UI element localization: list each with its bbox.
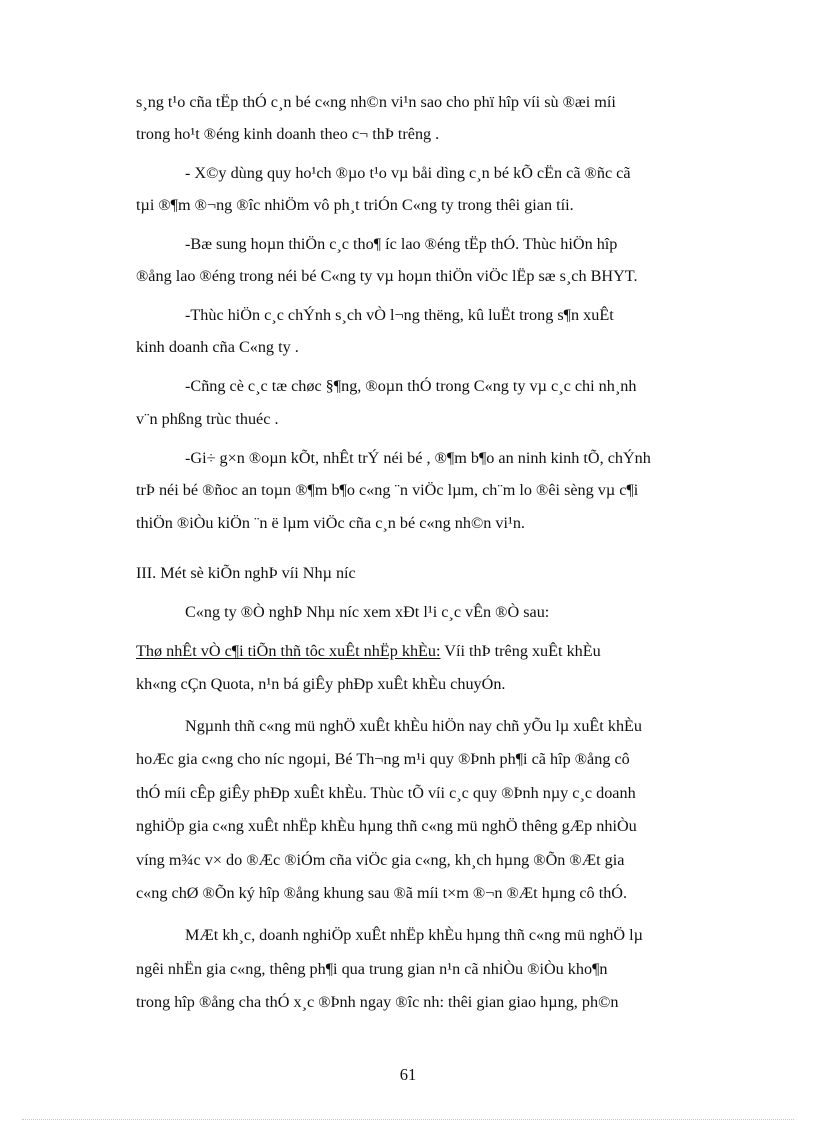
text-line: Ngµnh thñ c«ng mü nghÖ xuÊt khÈu hiÖn nay chñ yÕu lµ xuÊt khÈu: [185, 717, 643, 735]
text-line: -Bæ sung hoµn thiÖn c¸c tho¶ íc lao ®éng tËp thÓ. Thùc hiÖn hîp: [185, 235, 618, 253]
underlined-subheading: Thø nhÊt vÒ c¶i tiÕn thñ tôc xuÊt nhËp khÈu:: [136, 642, 441, 660]
text-line: kinh doanh cña C«ng ty .: [136, 338, 299, 356]
text-line: c«ng chØ ®Õn ký hîp ®ång khung sau ®ã míi t×m ®¬n ®Æt hµng cô thÓ.: [136, 884, 628, 902]
text-line: C«ng ty ®Ò nghÞ Nhµ níc xem xÐt l¹i c¸c vÊn ®Ò sau:: [185, 603, 550, 621]
text-line: - X©y dùng quy ho¹ch ®µo t¹o vµ båi dìng c¸n bé kÕ cËn cã ®ñc cã: [185, 164, 631, 182]
text-line: víng m¾c v× do ®Æc ®iÓm cña viÖc gia c«ng, kh¸ch hµng ®Õn ®Æt gia: [136, 851, 625, 869]
text-line: ngêi nhËn gia c«ng, thêng ph¶i qua trung gian n¹n cã nhiÒu ®iÒu kho¶n: [136, 960, 608, 978]
text-line: trong ho¹t ®éng kinh doanh theo c¬ thÞ trêng .: [136, 125, 440, 143]
text-line: [136, 641, 601, 661]
section-heading: III. Mét sè kiÕn nghÞ víi Nhµ níc: [136, 564, 356, 582]
text-line: trong hîp ®ång cha thÓ x¸c ®Þnh ngay ®îc nh: thêi gian giao hµng, ph©n: [136, 993, 619, 1011]
text-line: s¸ng t¹o cña tËp thÓ c¸n bé c«ng nh©n vi¹n sao cho phï hîp víi sù ®æi míi: [136, 93, 616, 111]
text-line: MÆt kh¸c, doanh nghiÖp xuÊt nhËp khÈu hµng thñ c«ng mü nghÖ lµ: [185, 926, 643, 944]
text-line: thÓ míi cÊp giÊy phÐp xuÊt khÈu. Thùc tÕ víi c¸c quy ®Þnh nµy c¸c doanh: [136, 784, 636, 802]
text-line: tµi ®¶m ®¬ng ®îc nhiÖm vô ph¸t triÓn C«ng ty trong thêi gian tíi.: [136, 196, 574, 214]
text-line: nghiÖp gia c«ng xuÊt nhËp khÈu hµng thñ c«ng mü nghÖ thêng gÆp nhiÒu: [136, 817, 637, 835]
text-line: trÞ néi bé ®ñoc an toµn ®¶m b¶o c«ng ¨n viÖc lµm, ch¨m lo ®êi sèng vµ c¶i: [136, 481, 639, 499]
text-line: ®ång lao ®éng trong néi bé C«ng ty vµ hoµn thiÖn viÖc lËp sæ s¸ch BHYT.: [136, 267, 638, 285]
text-line: hoÆc gia c«ng cho níc ngoµi, Bé Th¬ng m¹i quy ®Þnh ph¶i cã hîp ®ång cô: [136, 750, 630, 768]
text-line: kh«ng cÇn Quota, n¹n bá giÊy phÐp xuÊt khÈu chuyÓn.: [136, 675, 506, 693]
page-number: 61: [399, 1065, 417, 1084]
text-line: v¨n phßng trùc thuéc .: [136, 410, 279, 428]
text-line: -Thùc hiÖn c¸c chÝnh s¸ch vÒ l¬ng thëng, kû luËt trong s¶n xuÊt: [185, 306, 614, 324]
text-fragment: Víi thÞ trêng xuÊt khÈu: [440, 642, 601, 660]
text-line: thiÖn ®iÒu kiÖn ¨n ë lµm viÖc cña c¸n bé c«ng nh©n vi¹n.: [136, 514, 525, 532]
text-line: -Cñng cè c¸c tæ chøc §¶ng, ®oµn thÓ trong C«ng ty vµ c¸c chi nh¸nh: [185, 377, 637, 395]
text-line: -Gi÷ g×n ®oµn kÕt, nhÊt trÝ néi bé , ®¶m b¶o an ninh kinh tÕ, chÝnh: [185, 449, 651, 467]
footer-divider: [22, 1119, 794, 1120]
